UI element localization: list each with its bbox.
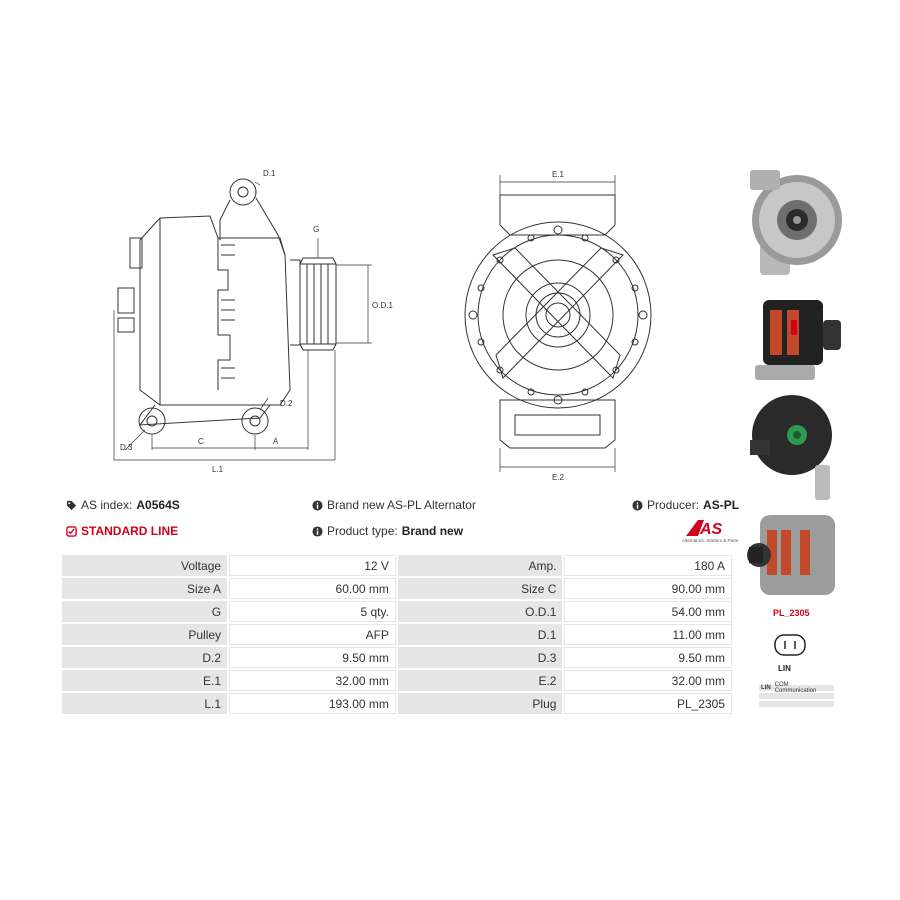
table-row <box>62 693 732 714</box>
info-icon <box>632 500 643 511</box>
label-d1: D.1 <box>263 169 276 178</box>
spec-value: 54.00 mm <box>564 601 732 622</box>
label-g: G <box>313 225 320 234</box>
product-photo-side[interactable] <box>745 285 845 385</box>
pin-desc: COM Communication <box>774 682 817 694</box>
standard-line-label: STANDARD LINE <box>81 524 179 538</box>
spec-value: PL_2305 <box>564 693 732 714</box>
info-icon <box>312 526 323 537</box>
plug-name: PL_2305 <box>773 608 810 618</box>
spec-value: 11.00 mm <box>564 624 732 645</box>
table-row <box>62 647 732 668</box>
table-row <box>62 578 732 599</box>
front-view-drawing <box>455 160 670 490</box>
spec-label: D.1 <box>398 624 563 645</box>
tags-icon <box>66 500 77 511</box>
spec-value: 32.00 mm <box>564 670 732 691</box>
front-vent-slots <box>469 226 647 404</box>
specs-table <box>60 553 734 716</box>
product-photo-angle[interactable] <box>745 510 845 600</box>
spec-label: E.1 <box>62 670 227 691</box>
spec-value: 60.00 mm <box>229 578 396 599</box>
spec-value: 193.00 mm <box>229 693 396 714</box>
pin-row <box>759 682 834 694</box>
spec-label: G <box>62 601 227 622</box>
spec-label: Plug <box>398 693 563 714</box>
spec-value: 9.50 mm <box>564 647 732 668</box>
label-e1: E.1 <box>552 170 565 179</box>
logo-text: AS <box>700 521 723 538</box>
side-view-drawing <box>100 160 400 490</box>
spec-label: Voltage <box>62 555 227 576</box>
spec-label: Pulley <box>62 624 227 645</box>
product-type-label: Product type: <box>327 524 398 538</box>
as-logo-mark <box>668 518 738 538</box>
as-index-label: AS index: <box>81 498 133 512</box>
spec-value: 90.00 mm <box>564 578 732 599</box>
info-icon <box>312 500 323 511</box>
spec-value: 5 qty. <box>229 601 396 622</box>
label-e2: E.2 <box>552 473 565 482</box>
standard-line-row <box>66 524 178 538</box>
product-photo-rear[interactable] <box>745 390 845 505</box>
spec-label: Size C <box>398 578 563 599</box>
spec-label: E.2 <box>398 670 563 691</box>
check-square-icon <box>66 526 77 537</box>
table-row <box>62 601 732 622</box>
spec-label: L.1 <box>62 693 227 714</box>
spec-value: 12 V <box>229 555 396 576</box>
as-index-value: A0564S <box>136 498 180 512</box>
logo-tagline: Alternators, Starters & Parts <box>681 538 738 543</box>
label-d3: D.3 <box>120 443 133 452</box>
spec-label: Amp. <box>398 555 563 576</box>
table-row <box>62 555 732 576</box>
pin-row <box>759 701 834 707</box>
spec-label: D.3 <box>398 647 563 668</box>
product-type-row <box>312 524 463 538</box>
spec-value: AFP <box>229 624 396 645</box>
plug-type: LIN <box>778 664 791 673</box>
producer-label: Producer: <box>647 498 700 512</box>
pin-code: LIN <box>761 685 771 691</box>
label-od1: O.D.1 <box>372 301 393 310</box>
spec-value: 9.50 mm <box>229 647 396 668</box>
label-d2: D.2 <box>280 399 293 408</box>
description-row <box>312 498 476 512</box>
product-type-value: Brand new <box>401 524 464 538</box>
spec-label: O.D.1 <box>398 601 563 622</box>
label-c: C <box>198 437 204 446</box>
spec-value: 32.00 mm <box>229 670 396 691</box>
spec-label: D.2 <box>62 647 227 668</box>
plug-connector-icon <box>770 630 810 660</box>
producer-row <box>632 498 739 512</box>
product-description: Brand new AS-PL Alternator <box>327 498 476 512</box>
spec-value: 180 A <box>564 555 732 576</box>
spec-label: Size A <box>62 578 227 599</box>
producer-value: AS-PL <box>703 498 740 512</box>
label-l1: L.1 <box>212 465 224 474</box>
label-a: A <box>273 437 279 446</box>
product-photo-front[interactable] <box>745 170 845 280</box>
table-row <box>62 670 732 691</box>
table-row <box>62 624 732 645</box>
as-pl-logo <box>668 518 738 546</box>
as-index-row <box>66 498 180 512</box>
pin-table <box>759 682 834 709</box>
